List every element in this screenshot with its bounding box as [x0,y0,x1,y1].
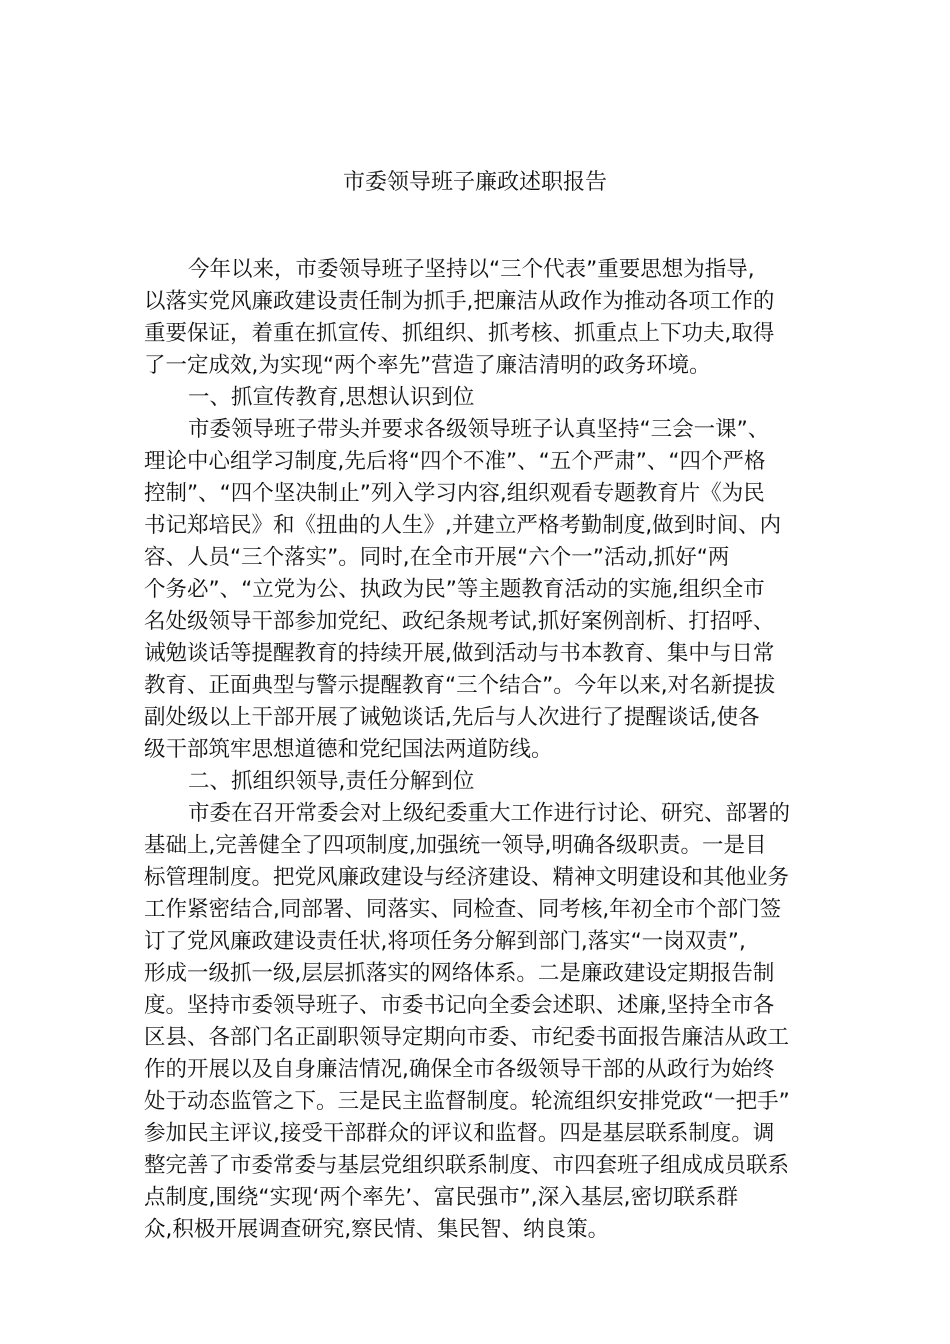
text-line: 区县、各部门名正副职领导定期向市委、市纪委书面报告廉洁从政工 [144,1025,790,1050]
document-title: 市委领导班子廉政述职报告 [342,170,607,195]
text-line: 个务必”、“立党为公、执政为民”等主题教育活动的实施,组织全市 [144,577,765,602]
text-line: 容、人员“三个落实”。同时,在全市开展“六个一”活动,抓好“两 [144,545,730,570]
text-line: 副处级以上干部开展了诫勉谈话,先后与人次进行了提醒谈话,使各 [144,705,760,730]
text-line: 工作紧密结合,同部署、同落实、同检查、同考核,年初全市个部门签 [144,897,782,922]
text-line: 点制度,围绕“实现‘两个率先’、富民强市”,深入基层,密切联系群 [144,1185,738,1210]
text-line: 诫勉谈话等提醒教育的持续开展,做到活动与书本教育、集中与日常 [144,641,775,666]
text-line: 标管理制度。把党风廉政建设与经济建设、精神文明建设和其他业务 [144,865,790,890]
text-line: 了一定成效,为实现“两个率先”营造了廉洁清明的政务环境。 [144,353,711,378]
text-line: 教育、正面典型与警示提醒教育“三个结合”。今年以来,对名新提拔 [144,673,776,698]
text-line: 处于动态监管之下。三是民主监督制度。轮流组织安排党政“一把手” [144,1089,790,1114]
text-line: 参加民主评议,接受干部群众的评议和监督。四是基层联系制度。调 [144,1121,775,1146]
text-line: 市委在召开常委会对上级纪委重大工作进行讨论、研究、部署的 [188,801,791,826]
text-line: 度。坚持市委领导班子、市委书记向全委会述职、述廉,坚持全市各 [144,993,775,1018]
text-line: 市委领导班子带头并要求各级领导班子认真坚持“三会一课”、 [188,417,770,442]
text-line: 名处级领导干部参加党纪、政纪条规考试,抓好案例剖析、打招呼、 [144,609,775,634]
text-line: 重要保证，着重在抓宣传、抓组织、抓考核、抓重点上下功夫,取得 [144,321,775,346]
document-body [144,254,944,1246]
text-line: 众,积极开展调查研究,察民情、集民智、纳良策。 [144,1217,610,1242]
text-line: 今年以来，市委领导班子坚持以“三个代表”重要思想为指导, [188,257,755,282]
text-line: 级干部筑牢思想道德和党纪国法两道防线。 [144,737,553,762]
text-line: 作的开展以及自身廉洁情况,确保全市各级领导干部的从政行为始终 [144,1057,775,1082]
text-line: 形成一级抓一级,层层抓落实的网络体系。二是廉政建设定期报告制 [144,961,775,986]
text-line: 订了党风廉政建设责任状,将项任务分解到部门,落实“一岗双责”, [144,929,746,954]
text-line: 整完善了市委常委与基层党组织联系制度、市四套班子组成成员联系 [144,1153,790,1178]
text-line: 理论中心组学习制度,先后将“四个不准”、“五个严肃”、“四个严格 [144,449,766,474]
text-line: 控制”、“四个坚决制止”列入学习内容,组织观看专题教育片《为民 [144,481,765,506]
text-line: 书记郑培民》和《扭曲的人生》,并建立严格考勤制度,做到时间、内 [144,513,782,538]
text-line: 以落实党风廉政建设责任制为抓手,把廉洁从政作为推动各项工作的 [144,289,775,314]
text-line: 基础上,完善健全了四项制度,加强统一领导,明确各级职责。一是目 [144,833,767,858]
text-line: 一、抓宣传教育,思想认识到位 [188,385,475,410]
text-line: 二、抓组织领导,责任分解到位 [188,769,475,794]
